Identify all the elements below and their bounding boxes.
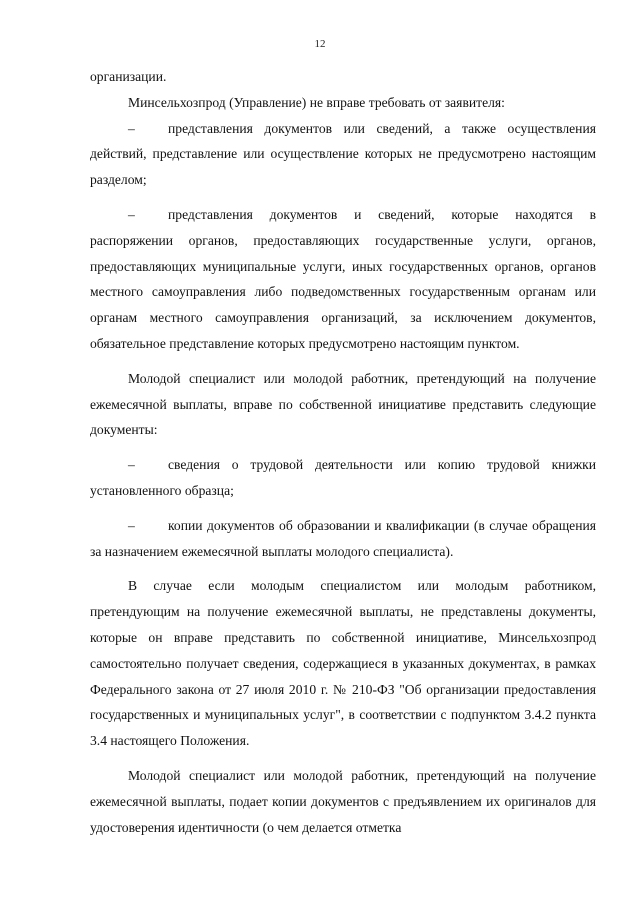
list-item xyxy=(90,202,596,357)
list-item xyxy=(90,452,596,504)
document-body xyxy=(90,64,596,840)
page-number: 12 xyxy=(314,38,326,50)
dash-bullet: – xyxy=(128,206,135,222)
paragraph: Молодой специалист или молодой работник, претендующий на получение ежемесячной выплаты, вправе по собственной инициативе представить следующие документы: xyxy=(90,370,596,438)
list-item xyxy=(90,513,596,565)
paragraph: В случае если молодым специалистом или молодым работником, претендующим на получение ежемесячной выплаты, не представлены документы, которые он вправе представить по собственной инициативе, Минсельхозпрод самостоятельно получает сведения, содержащиеся в указанных документах, в рамках Федерального закона от 27 июля 2010 г. № 210-ФЗ "Об организации предоставления государственных и муниципальных услуг", в соответствии с подпунктом 3.4.2 пункта 3.4 настоящего Положения. xyxy=(90,578,596,749)
dash-bullet: – xyxy=(128,457,135,473)
dash-bullet: – xyxy=(128,120,135,136)
paragraph: Молодой специалист или молодой работник, претендующий на получение ежемесячной выплаты, подает копии документов с предъявлением их оригиналов для удостоверения идентичности (о чем делается отметка xyxy=(90,767,596,835)
list-item-text: сведения о трудовой деятельности или копию трудовой книжки установленного образца; xyxy=(90,457,596,498)
paragraph-continuation: организации. xyxy=(90,69,167,84)
list-item-text: представления документов и сведений, которые находятся в распоряжении органов, предоставляющих государственные услуги, органов, предоставляющих муниципальные услуги, иных государственных органов, органов местного самоуправления либо подведомственных государственным органам или органам местного самоуправления организаций, за исключением документов, обязательное представление которых предусмотрено настоящим пунктом. xyxy=(90,206,596,351)
list-item-text: копии документов об образовании и квалификации (в случае обращения за назначением ежемесячной выплаты молодого специалиста). xyxy=(90,517,596,559)
dash-bullet: – xyxy=(128,517,135,533)
paragraph-intro: Минсельхозпрод (Управление) не вправе требовать от заявителя: xyxy=(128,94,505,110)
list-item-text: представления документов или сведений, а также осуществления действий, представление или осуществление которых не предусмотрено настоящим разделом; xyxy=(90,120,596,188)
list-item xyxy=(90,116,596,193)
